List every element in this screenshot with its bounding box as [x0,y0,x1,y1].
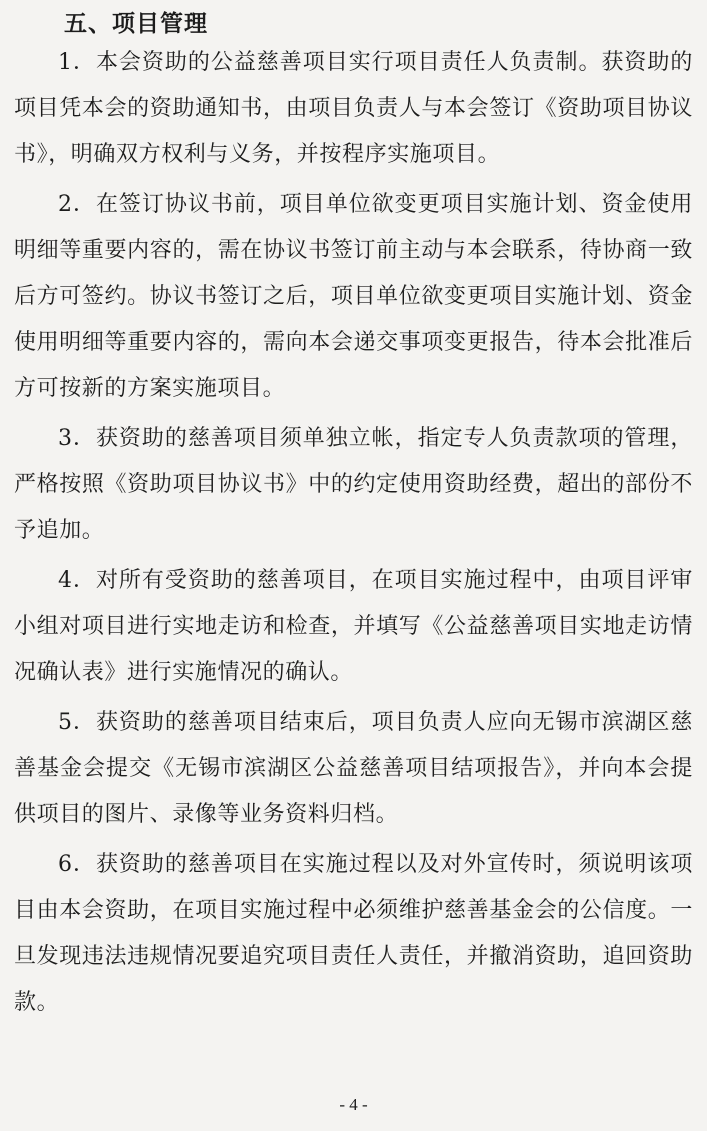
page-number: - 4 - [339,1095,368,1114]
paragraph-1: 1．本会资助的公益慈善项目实行项目责任人负责制。获资助的项目凭本会的资助通知书，由项目负责人与本会签订《资助项目协议书》，明确双方权利与义务，并按程序实施项目。 [14,50,693,167]
paragraph-3: 3．获资助的慈善项目须单独立帐，指定专人负责款项的管理，严格按照《资助项目协议书》中的约定使用资助经费，超出的部份不予追加。 [14,426,693,543]
paragraph-4: 4．对所有受资助的慈善项目，在项目实施过程中，由项目评审小组对项目进行实地走访和检查，并填写《公益慈善项目实地走访情况确认表》进行实施情况的确认。 [14,568,693,685]
section-heading: 五、项目管理 [64,11,208,37]
paragraph-2: 2．在签订协议书前，项目单位欲变更项目实施计划、资金使用明细等重要内容的，需在协议书签订前主动与本会联系，待协商一致后方可签约。协议书签订之后，项目单位欲变更项目实施计划、资金使用明细等重要内容的，需向本会递交事项变更报告，待本会批准后方可按新的方案实施项目。 [14,192,693,401]
paragraph-6: 6．获资助的慈善项目在实施过程以及对外宣传时，须说明该项目由本会资助，在项目实施过程中必须维护慈善基金会的公信度。一旦发现违法违规情况要追究项目责任人责任，并撤消资助，追回资助款。 [14,852,693,1015]
paragraph-5: 5．获资助的慈善项目结束后，项目负责人应向无锡市滨湖区慈善基金会提交《无锡市滨湖区公益慈善项目结项报告》，并向本会提供项目的图片、录像等业务资料归档。 [14,710,693,827]
